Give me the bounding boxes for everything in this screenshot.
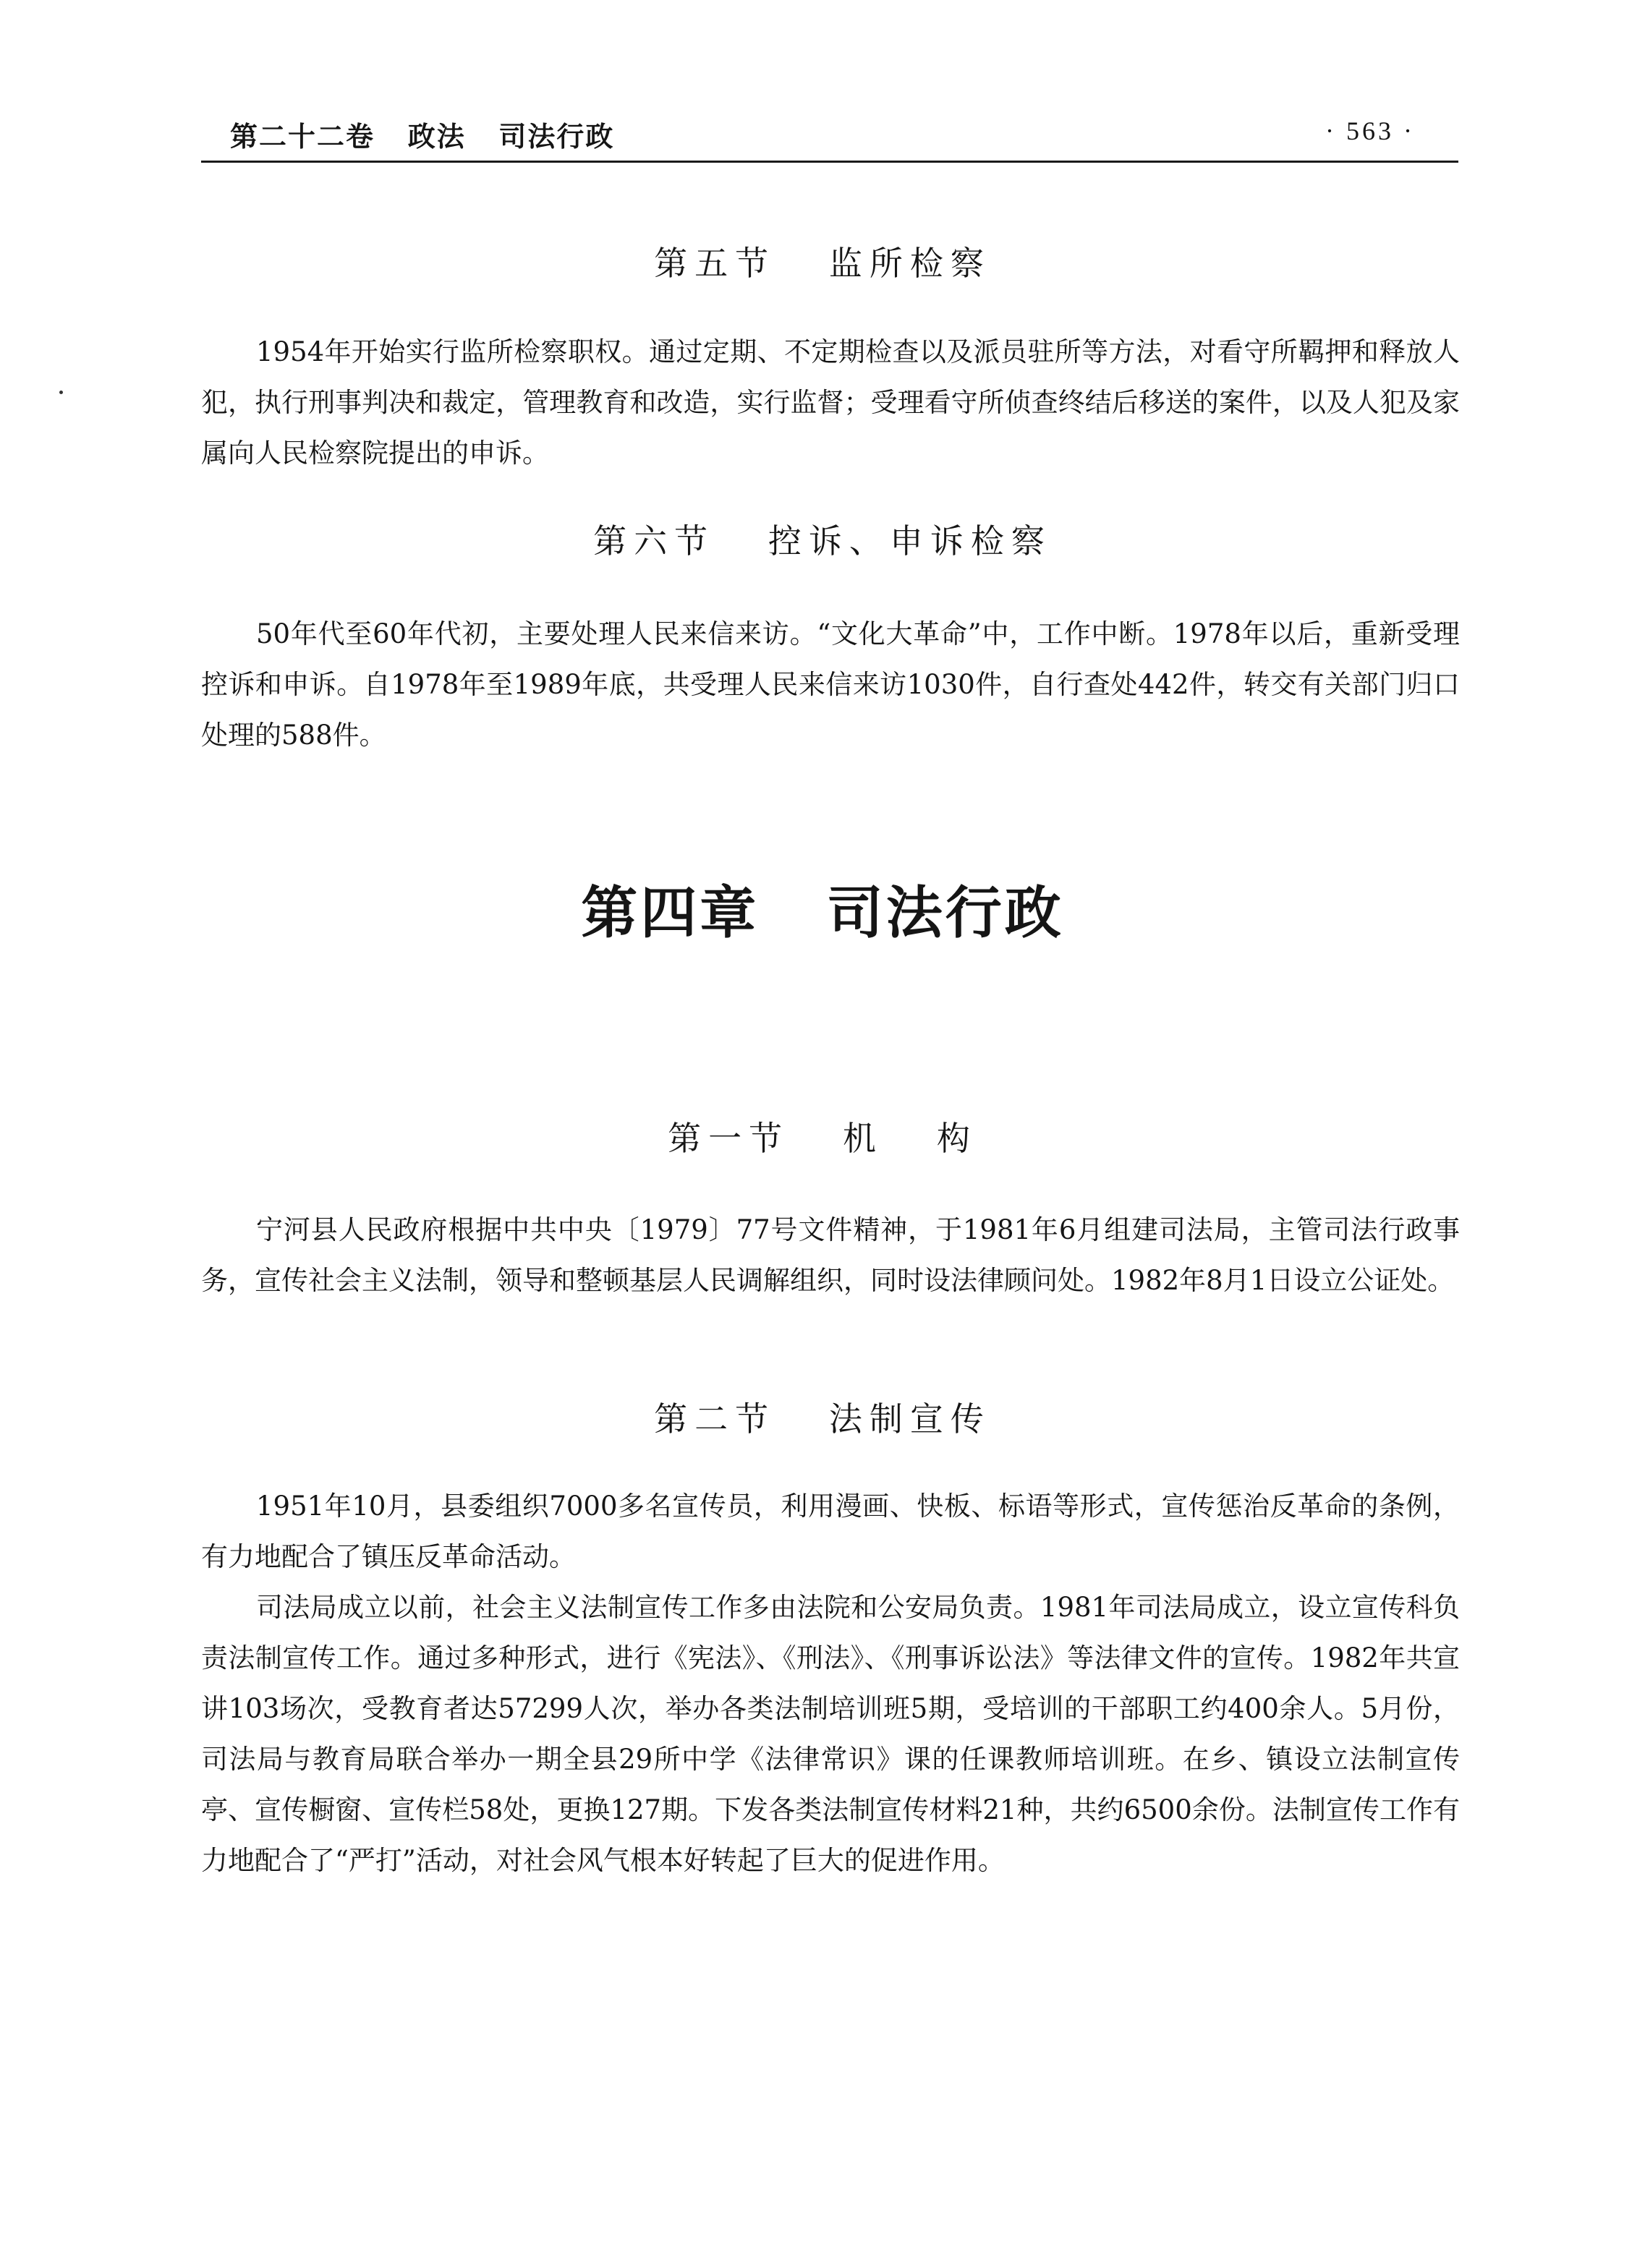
header-rule bbox=[201, 161, 1458, 163]
chapter-section-2-paragraph-1: 1951年10月，县委组织7000多名宣传员，利用漫画、快板、标语等形式，宣传惩治反革命的条例，有力地配合了镇压反革命活动。 bbox=[201, 1491, 1460, 1572]
chapter-section-title-2: 第二节 法制宣传 bbox=[654, 1399, 991, 1438]
section-6-paragraph: 50年代至60年代初，主要处理人民来信来访。“文化大革命”中，工作中断。1978年以后，重新受理控诉和申诉。自1978年至1989年底，共受理人民来信来访1030件，自行查处442件，转交有关部门归口处理的588件。 bbox=[201, 618, 1460, 751]
chapter-section-title-1: 第一节 机 构 bbox=[668, 1119, 977, 1158]
chapter-section-1-paragraph: 宁河县人民政府根据中共中央〔1979〕77号文件精神，于1981年6月组建司法局，主管司法行政事务，宣传社会主义法制，领导和整顿基层人民调解组织，同时设法律顾问处。1982年8月1日设立公证处。 bbox=[201, 1214, 1460, 1296]
section-title-5: 第五节 监所检察 bbox=[654, 244, 991, 283]
page-header bbox=[201, 108, 1458, 159]
chapter-title: 第四章 司法行政 bbox=[581, 881, 1064, 946]
running-head: 第二十二卷 政法 司法行政 bbox=[230, 121, 615, 153]
chapter-section-2-paragraph-2: 司法局成立以前，社会主义法制宣传工作多由法院和公安局负责。1981年司法局成立，设立宣传科负责法制宣传工作。通过多种形式，进行《宪法》、《刑法》、《刑事诉讼法》等法律文件的宣传。1982年共宣讲103场次，受教育者达57299人次，举办各类法制培训班5期，受培训的干部职工约400余人。5月份，司法局与教育局联合举办一期全县29所中学《法律常识》课的任课教师培训班。在乡、镇设立法制宣传亭、宣传橱窗、宣传栏58处，更换127期。下发各类法制宣传材料21种，共约6500余份。法制宣传工作有力地配合了“严打”活动，对社会风气根本好转起了巨大的促进作用。 bbox=[201, 1592, 1460, 1876]
scan-speck bbox=[59, 391, 63, 394]
section-5-paragraph: 1954年开始实行监所检察职权。通过定期、不定期检查以及派员驻所等方法，对看守所羁押和释放人犯，执行刑事判决和裁定，管理教育和改造，实行监督；受理看守所侦查终结后移送的案件，以及人犯及家属向人民检察院提出的申诉。 bbox=[201, 336, 1460, 469]
page-number: · 563 · bbox=[1325, 116, 1415, 145]
section-title-6: 第六节 控诉、申诉检察 bbox=[593, 521, 1052, 560]
